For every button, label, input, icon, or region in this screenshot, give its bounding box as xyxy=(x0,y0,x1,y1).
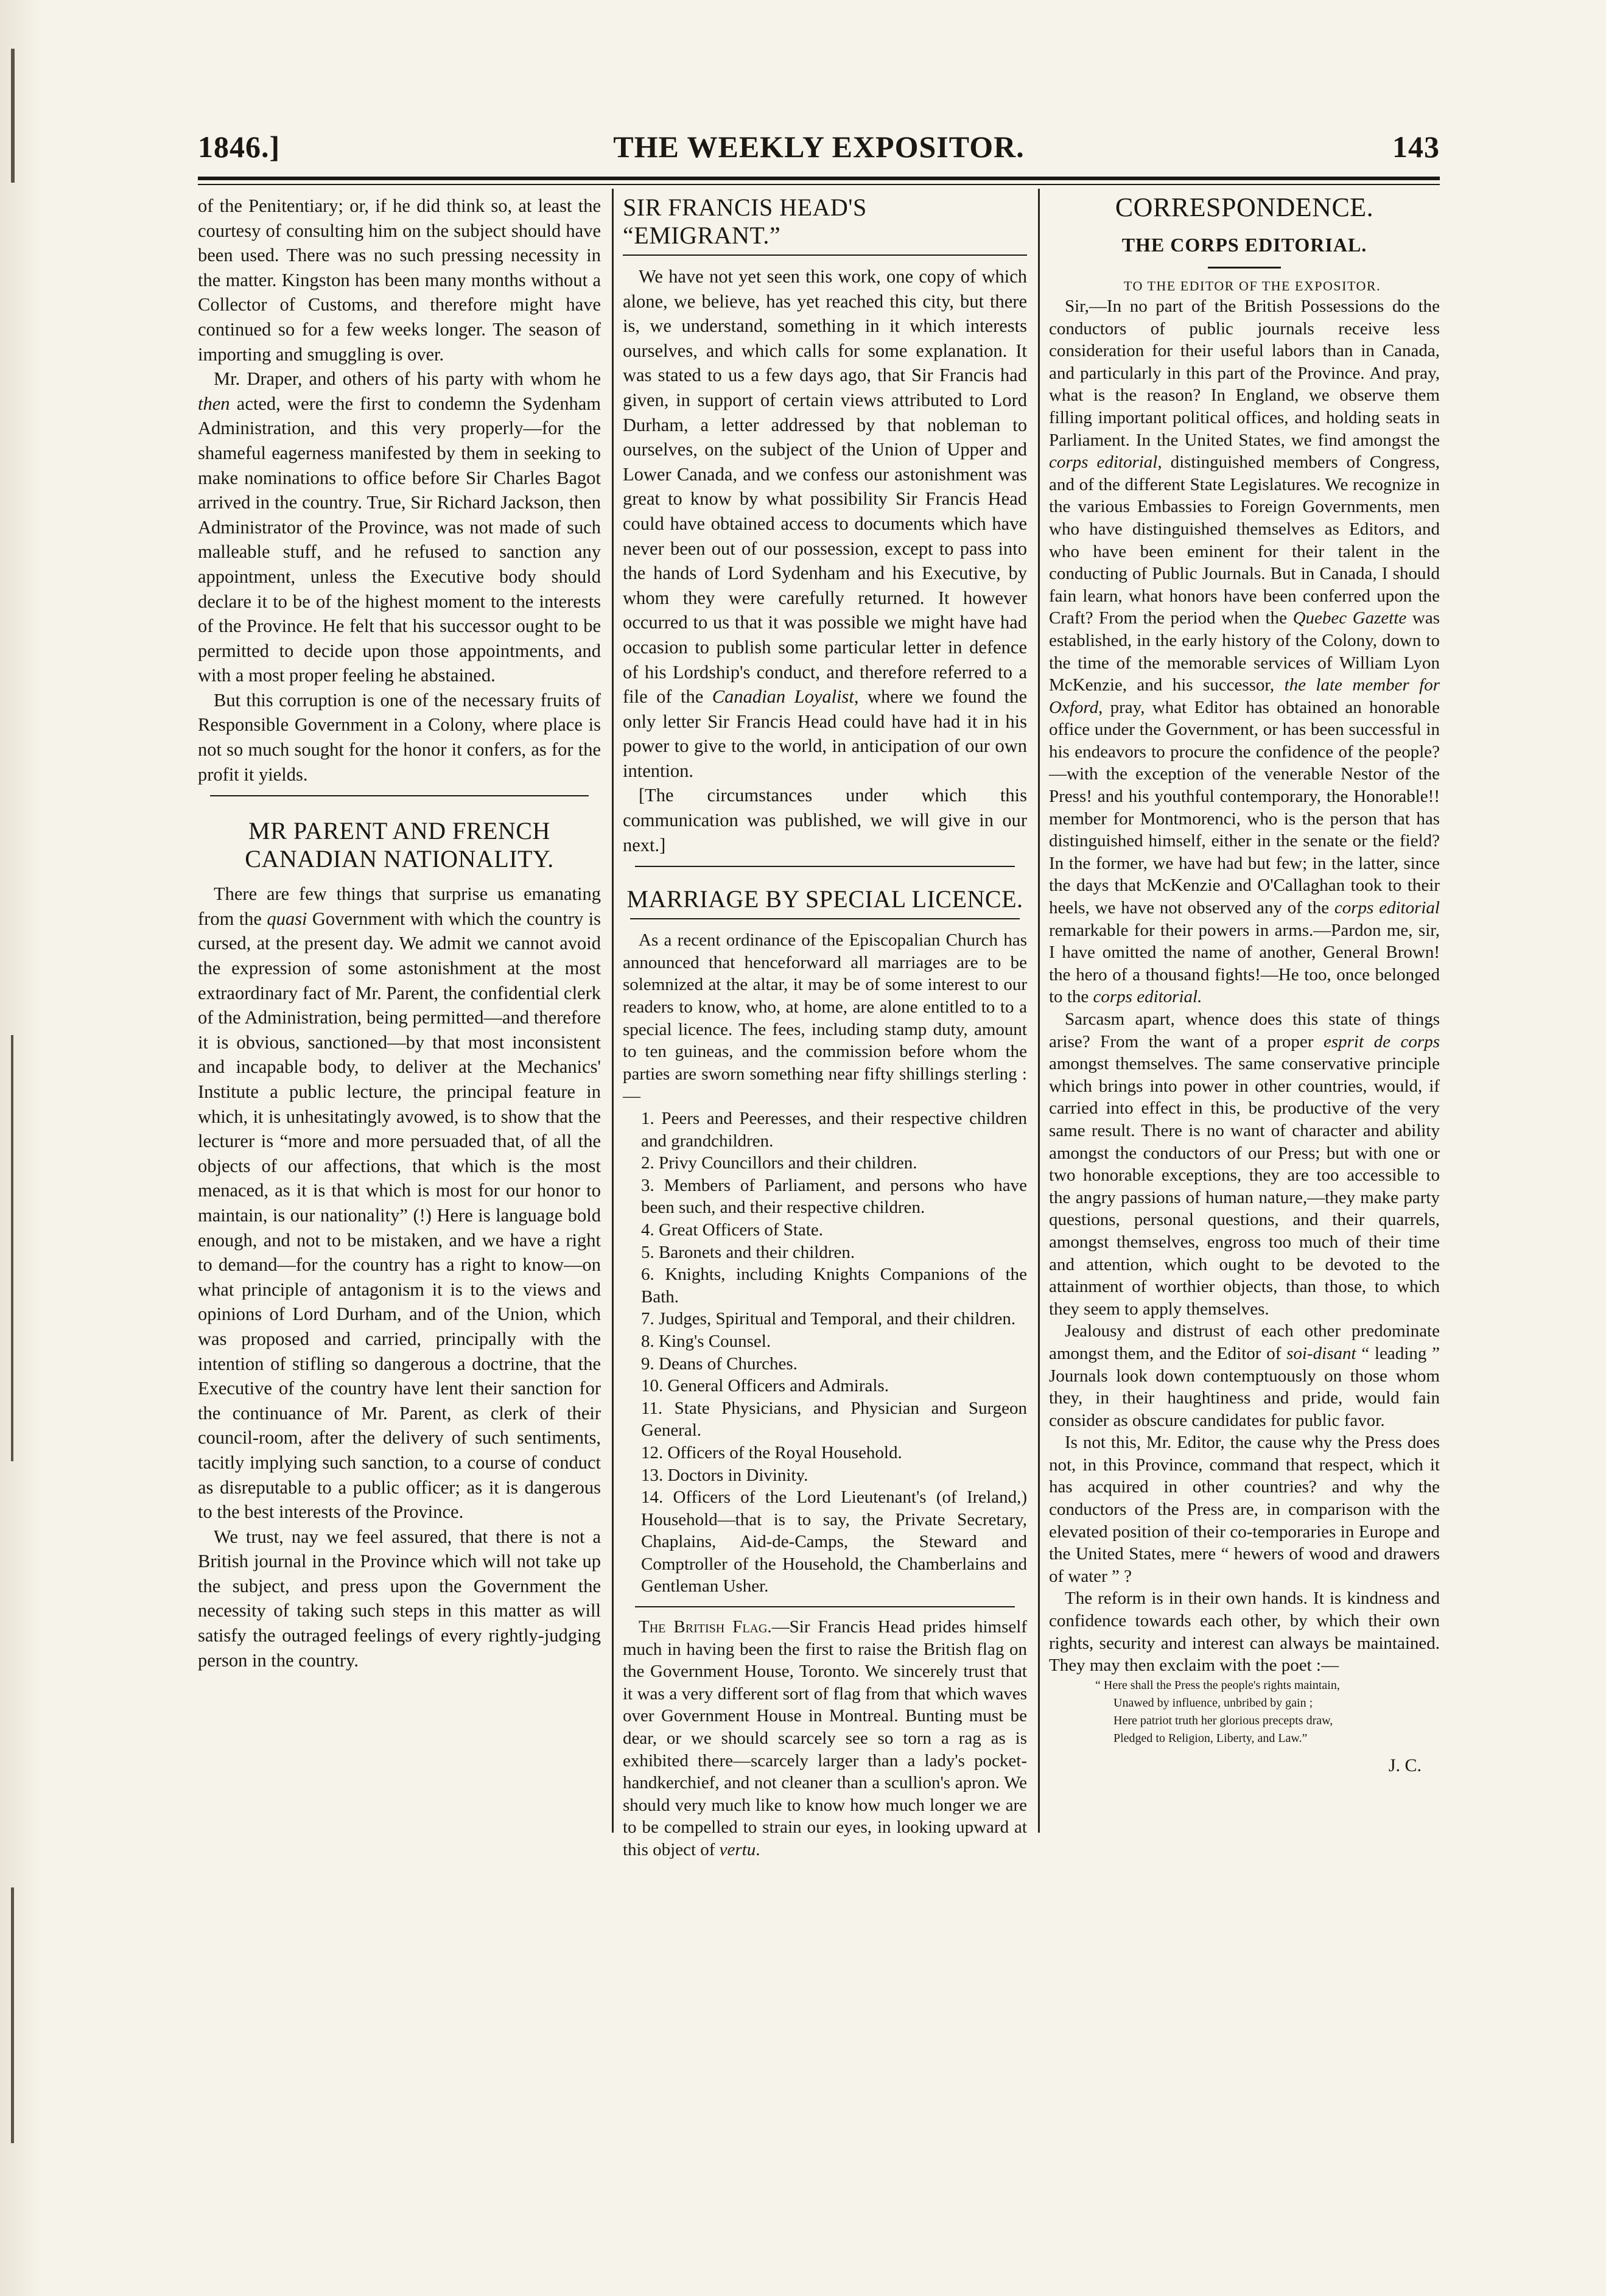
list-item: 14. Officers of the Lord Lieutenant's (of Ireland,) Household—that is to say, the Private Secretary, Chaplains, Aid-de-Camps, the Steward and Comptroller of the Household, the Chamberlains and Gentleman Usher. xyxy=(641,1487,1027,1596)
list-item: 12. Officers of the Royal Household. xyxy=(641,1442,902,1462)
paragraph: But this corruption is one of the necessary fruits of Responsible Government in a Colony, where place is not so much sought for the honor it confers, as for the profit it yields. xyxy=(198,689,601,785)
section-separator xyxy=(635,1606,1015,1607)
edge-mark xyxy=(11,1035,13,1461)
paragraph: Sir,—In no part of the British Possessions do the conductors of public journals receive less consideration for their useful labors than in Canada, and particularly in this part of the Province. And pray, what is the reason? In England, we observe them filling important political offices, and holding seats in Parliament. In the United States, we find amongst the corps editorial, distinguished members of Congress, and of the different State Legislatures. We recognize in the various Embassies to Foreign Governments, men who have distinguished themselves as Editors, and who have been eminent for their talent in the conducting of Public Journals. But in Canada, I should fain learn, what honors have been conferred upon the Craft? From the period when the Quebec Gazette was established, in the early history of the Colony, down to the time of the memorable services of William Lyon McKenzie, and his successor, the late member for Oxford, pray, what Editor has obtained an honorable office under the Government, or has been successful in his endeavors to procure the confidence of the people?—with the exception of the venerable Nestor of the Press! and his youthful contemporary, the Honorable!! member for Montmorenci, who is the person that has distinguished himself, either in the senate or the field? In the former, we have had but few; in the latter, since the days that McKenzie and O'Callaghan took to their heels, we have not observed any of the corps editorial remarkable for their powers in arms.—Pardon me, sir, I have omitted the name of another, General Brown! the hero of a thousand fights!—He too, once belonged to the corps editorial. xyxy=(1049,297,1440,1007)
list-item: 10. General Officers and Admirals. xyxy=(641,1376,889,1396)
section-separator xyxy=(635,866,1015,867)
list-item: 5. Baronets and their children. xyxy=(641,1242,855,1262)
issue-year: 1846.] xyxy=(198,130,281,164)
paragraph: We have not yet seen this work, one copy of which alone, we believe, has yet reached this city, but there is, we understand, something in it which interests ourselves, and which calls for some explanation. It was stated to us a few days ago, that Sir Francis had given, in support of certain views attributed to Lord Durham, a letter addressed by that nobleman to ourselves, on the subject of the Union of Upper and Lower Canada, and we confess our astonishment was great to know by what possibility Sir Francis Head could have obtained access to documents which have never been out of our possession, except to pass into the hands of Lord Sydenham and his Executive, by whom they were carefully returned. It however occurred to us that it was possible we might have had occasion to publish some particular letter in defence of his Lordship's conduct, and therefore referred to a file of the Canadian Loyalist, where we found the only letter Sir Francis Head could have had it in his power to give to the world, in anticipation of our own intention. xyxy=(623,266,1027,781)
poem-line: Pledged to Religion, Liberty, and Law.” xyxy=(1113,1731,1308,1745)
list-item: 7. Judges, Spiritual and Temporal, and their children. xyxy=(641,1309,1016,1329)
paragraph: Jealousy and distrust of each other predominate amongst them, and the Editor of soi-disant “ leading ” Journals look down contemptuously on those whom they, in their haughtiness and pride, would fain consider as obscure candidates for public favor. xyxy=(1049,1321,1440,1430)
paragraph: There are few things that surprise us emanating from the quasi Government with which the country is cursed, at the present day. We admit we cannot avoid the expression of some astonishment at the most extraordinary fact of Mr. Parent, the confidential clerk of the Administration, being permitted—and therefore it is obvious, sanctioned—by that most inconsistent and incapable body, to deliver at the Mechanics' Institute a public lecture, the principal feature in which, it is unhesitatingly avowed, is to show that the lecturer is “more and more persuaded that, of all the objects of our affections, that which is the most menaced, as it is that which is most for our honor to maintain, is our nationality” (!) Here is language bold enough, and not to be mistaken, and we have a right to demand—for the country has a right to know—on what principle of antagonism it is to the views and opinions of Lord Durham, and of the Union, which was proposed and carried, principally with the intention of stifling so dangerous a doctrine, that the Executive of the country have lent their sanction for the continuance of Mr. Parent, as clerk of their council-room, after the delivery of such sentiments, tacitly implying such sanction, to a course of conduct as disreputable to a public officer; as it is dangerous to the best interests of the Province. xyxy=(198,883,601,1523)
column-rule xyxy=(612,189,614,1833)
masthead xyxy=(198,129,1440,174)
column-1 xyxy=(198,194,601,1673)
paragraph: The reform is in their own hands. It is kindness and confidence towards each other, by which their own rights, security and interest can always be maintained. They may then exclaim with the poet :— xyxy=(1049,1589,1440,1676)
list-item: 2. Privy Councillors and their children. xyxy=(641,1153,917,1173)
newspaper-title: THE WEEKLY EXPOSITOR. xyxy=(613,130,1025,164)
paragraph: Mr. Draper, and others of his party with whom he then acted, were the first to condemn the Sydenham Administration, and this very properly—for the shameful eagerness manifested by them in seeking to make nominations to office before Sir Charles Bagot arrived in the country. True, Sir Richard Jackson, then Administrator of the Province, was not made of such malleable stuff, and he refused to sanction any appointment, unless the Executive body should declare it to be of the highest moment to the interests of the Province. He felt that his successor ought to be permitted to decide upon those appointments, and with a most proper feeling he abstained. xyxy=(198,368,601,686)
paragraph: of the Penitentiary; or, if he did think so, at least the courtesy of consulting him on the subject should have been used. There was no such pressing necessity in the matter. Kingston has been many months without a Collector of Customs, and therefore might have continued so for a few weeks longer. The season of importing and smuggling is over. xyxy=(198,195,601,365)
column-rule xyxy=(1038,189,1040,1833)
edge-mark xyxy=(11,1887,14,2143)
article-headline: MARRIAGE BY SPECIAL LICENCE. xyxy=(626,885,1023,913)
article-headline: THE CORPS EDITORIAL. xyxy=(1121,234,1367,256)
list-item: 6. Knights, including Knights Companions of the Bath. xyxy=(641,1265,1027,1307)
paragraph: [The circumstances under which this communication was published, we will give in our next.] xyxy=(623,785,1027,855)
poem-line: Here patriot truth her glorious precepts draw, xyxy=(1113,1713,1333,1727)
list-item: 1. Peers and Peeresses, and their respective children and grandchildren. xyxy=(641,1109,1027,1151)
salutation-heading: TO THE EDITOR OF THE EXPOSITOR. xyxy=(1123,278,1381,293)
poem-line: “ Here shall the Press the people's rights maintain, xyxy=(1095,1678,1340,1692)
headline-rule xyxy=(623,255,1027,256)
column-2 xyxy=(623,194,1027,1861)
page-edge xyxy=(0,0,43,2296)
paragraph: We trust, nay we feel assured, that there is not a British journal in the Province which will not take up the subject, and press upon the Government the necessity of taking such steps in this matter as will satisfy the outraged feelings of every rightly-judging person in the country. xyxy=(198,1526,601,1671)
paragraph: Is not this, Mr. Editor, the cause why the Press does not, in this Province, command that respect, which it has acquired in other countries? and why the conductors of the Press are, in comparison with the elevated position of their co-temporaries in Europe and the United States, mere “ hewers of wood and drawers of water ” ? xyxy=(1049,1433,1440,1586)
list-item: 8. King's Counsel. xyxy=(641,1331,771,1351)
list-item: 3. Members of Parliament, and persons who have been such, and their respective children. xyxy=(641,1175,1027,1218)
section-headline: CORRESPONDENCE. xyxy=(1115,192,1374,222)
page-number: 143 xyxy=(1392,130,1440,164)
list-item: 13. Doctors in Divinity. xyxy=(641,1465,808,1485)
list-item: 4. Great Officers of State. xyxy=(641,1220,824,1240)
header-rule xyxy=(198,177,1440,180)
list-item: 9. Deans of Churches. xyxy=(641,1353,798,1374)
column-3 xyxy=(1049,194,1440,1778)
section-separator xyxy=(210,795,589,796)
header-rule-thin xyxy=(198,184,1440,185)
licence-list xyxy=(623,1108,1027,1598)
poem-line: Unawed by influence, unbribed by gain ; xyxy=(1113,1696,1313,1710)
author-signature: J. C. xyxy=(1388,1755,1422,1775)
paragraph: Sarcasm apart, whence does this state of things arise? From the want of a proper esprit de corps amongst themselves. The same conservative principle which brings into power in other countries, would, if carried into effect in this, be productive of the very same result. There is no want of character and ability amongst the conductors of our Press; but with one or two honorable exceptions, they are too accessible to the angry passions of human nature,—they make party questions, personal questions, and their quarrels, amongst themselves, engross too much of their time and attention, which ought to be devoted to the attainment of worthier objects, than those, to which they seem to apply themselves. xyxy=(1049,1009,1440,1319)
list-item: 11. State Physicians, and Physician and Surgeon General. xyxy=(641,1398,1027,1441)
paragraph: As a recent ordinance of the Episcopalian Church has announced that henceforward all marriages are to be solemnized at the altar, it may be of some interest to our readers to know, who, at home, are alone entitled to to a special licence. The fees, including stamp duty, amount to ten guineas, and the commission before whom the parties are sworn something near fifty shillings sterling :— xyxy=(623,930,1027,1106)
headline-rule xyxy=(1208,267,1281,269)
paragraph: The British Flag.—Sir Francis Head prides himself much in having been the first to raise the British flag on the Government House, Toronto. We sincerely trust that it was a very different sort of flag from that which waves over Government House in Montreal. Bunting must be dear, or we should scarcely see so torn a rag as is exhibited there—scarcely larger than a lady's pocket-handkerchief, and not cleaner than a scullion's apron. We should very much like to know how much longer we are to be compelled to strain our eyes, in looking upward at this object of vertu. xyxy=(623,1617,1027,1859)
article-headline: MR PARENT AND FRENCH CANADIAN NATIONALITY. xyxy=(245,817,554,873)
article-headline: SIR FRANCIS HEAD'S “EMIGRANT.” xyxy=(623,194,867,249)
headline-rule xyxy=(630,918,1020,919)
edge-mark xyxy=(11,49,15,183)
